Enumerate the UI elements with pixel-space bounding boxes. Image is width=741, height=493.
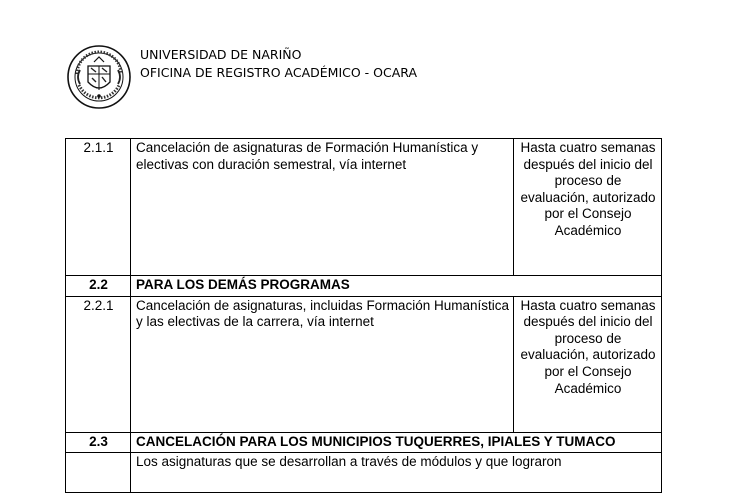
item-number: 2.1.1	[66, 139, 131, 276]
item-number: 2.2.1	[66, 296, 131, 432]
item-deadline: Hasta cuatro semanas después del inicio del proceso de evaluación, autorizado por el Consejo Académico	[514, 139, 662, 276]
item-description: Cancelación de asignaturas de Formación Humanística y electivas con duración semestral, vía internet	[131, 139, 514, 276]
table-row	[66, 276, 662, 297]
section-number: 2.3	[66, 432, 131, 453]
section-number: 2.2	[66, 276, 131, 297]
table-row	[66, 453, 662, 493]
institution-names	[140, 46, 417, 82]
item-deadline: Hasta cuatro semanas después del inicio del proceso de evaluación, autorizado por el Consejo Académico	[514, 296, 662, 432]
office-name: OFICINA DE REGISTRO ACADÉMICO - OCARA	[140, 65, 418, 80]
item-number	[66, 453, 131, 493]
table-row	[66, 139, 662, 276]
university-seal-icon	[66, 44, 132, 110]
item-description: Cancelación de asignaturas, incluidas Formación Humanística y las electivas de la carrera, vía internet	[131, 296, 514, 432]
table-row	[66, 296, 662, 432]
calendar-table	[65, 138, 662, 493]
section-title: PARA LOS DEMÁS PROGRAMAS	[131, 276, 662, 297]
table-row	[66, 432, 662, 453]
section-title: CANCELACIÓN PARA LOS MUNICIPIOS TUQUERRES, IPIALES Y TUMACO	[131, 432, 662, 453]
item-description: Los asignaturas que se desarrollan a través de módulos y que lograron	[131, 453, 662, 493]
university-name: UNIVERSIDAD DE NARIÑO	[140, 47, 302, 62]
